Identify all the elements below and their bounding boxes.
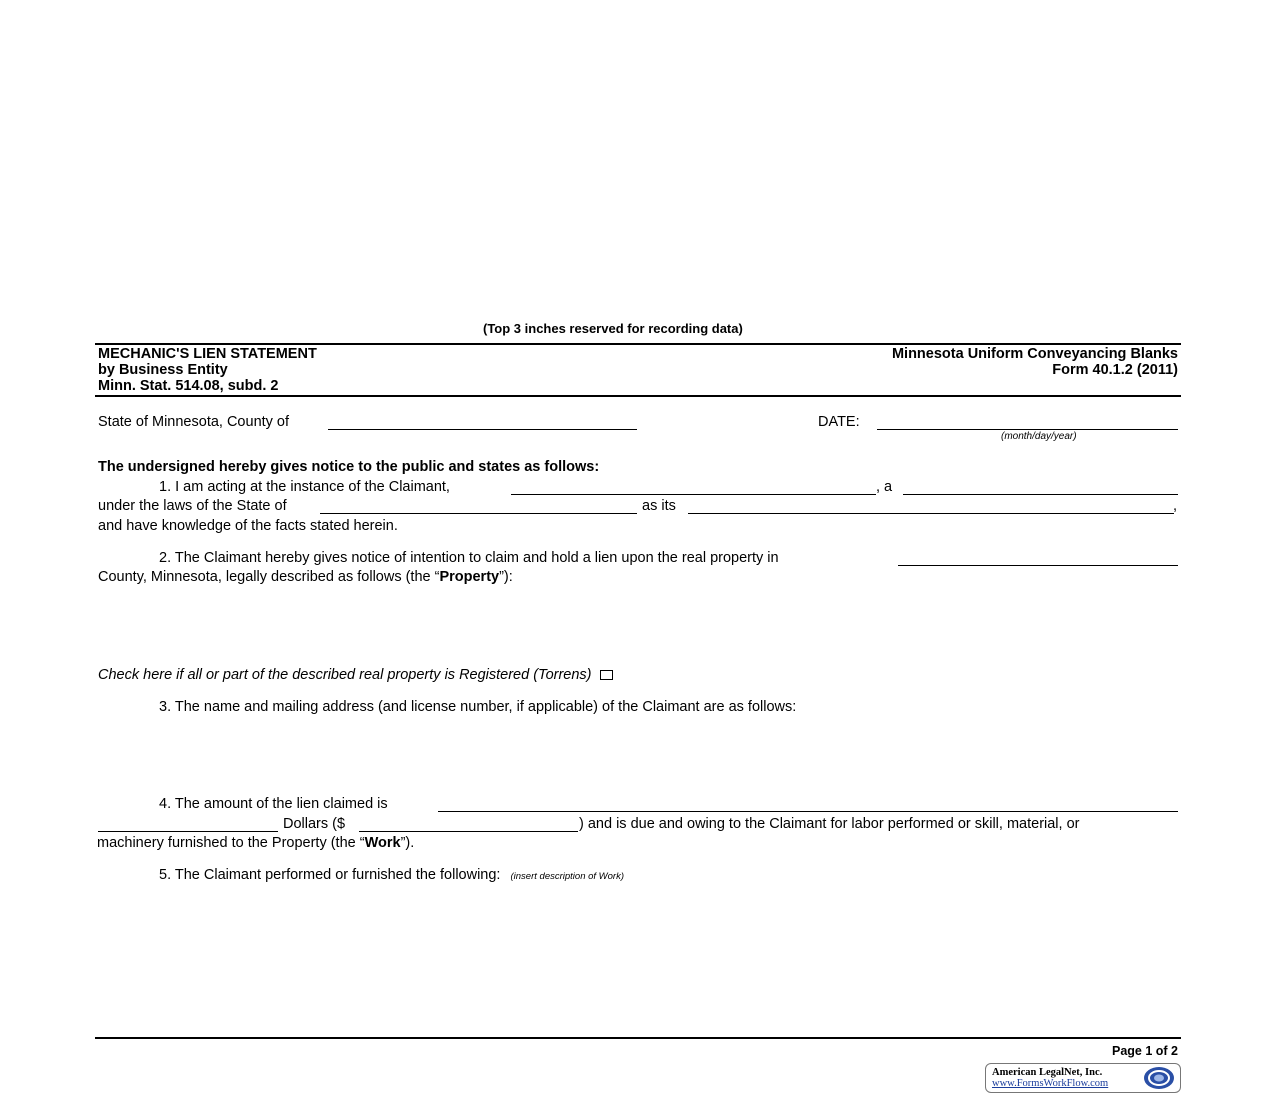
p4-machinery-text-2: ”). xyxy=(400,835,415,851)
p2-property-term: Property xyxy=(439,569,500,585)
signer-capacity-field[interactable] xyxy=(688,513,1174,514)
property-county-field[interactable] xyxy=(898,565,1178,566)
p5-hint: (insert description of Work) xyxy=(510,871,625,882)
footer-divider xyxy=(95,1037,1181,1039)
p3-claimant-address-text: 3. The name and mailing address (and license number, if applicable) of the Claimant are as follows: xyxy=(159,699,797,715)
form-statute: Minn. Stat. 514.08, subd. 2 xyxy=(98,378,279,394)
p4-lien-amount-label: 4. The amount of the lien claimed is xyxy=(159,796,388,812)
state-county-label: State of Minnesota, County of xyxy=(98,414,290,430)
form-number: Form 40.1.2 (2011) xyxy=(1052,362,1178,378)
form-title: MECHANIC'S LIEN STATEMENT xyxy=(98,346,317,362)
logo-company-name: American LegalNet, Inc. xyxy=(992,1067,1103,1078)
date-format-hint: (month/day/year) xyxy=(1001,431,1077,442)
p4-due-owing-text: ) and is due and owing to the Claimant for labor performed or skill, material, or xyxy=(579,816,1080,832)
top-divider xyxy=(95,343,1181,345)
p2-lien-notice-text: 2. The Claimant hereby gives notice of intention to claim and hold a lien upon the real property in xyxy=(159,550,779,566)
p5-label: 5. The Claimant performed or furnished the following: xyxy=(159,867,501,883)
date-field[interactable] xyxy=(877,429,1178,430)
intro-statement: The undersigned hereby gives notice to the public and states as follows: xyxy=(98,459,600,475)
american-legalnet-logo[interactable] xyxy=(985,1063,1181,1093)
globe-icon xyxy=(1142,1066,1176,1090)
form-subtitle: by Business Entity xyxy=(98,362,228,378)
p4-dollars-label: Dollars ($ xyxy=(283,816,346,832)
torrens-label: Check here if all or part of the described real property is Registered (Torrens) xyxy=(98,667,592,683)
county-field[interactable] xyxy=(328,429,637,430)
p1-knowledge-text: and have knowledge of the facts stated herein. xyxy=(98,518,398,534)
entity-type-field[interactable] xyxy=(903,494,1178,495)
p1-as-its-label: as its xyxy=(642,498,676,514)
state-of-organization-field[interactable] xyxy=(320,513,637,514)
header-divider xyxy=(95,395,1181,397)
torrens-check-row xyxy=(98,667,613,683)
lien-amount-words-field-cont[interactable] xyxy=(98,831,278,832)
torrens-checkbox[interactable] xyxy=(600,670,613,680)
date-label: DATE: xyxy=(818,414,860,430)
p2-legal-text-1: County, Minnesota, legally described as follows (the “ xyxy=(98,569,440,585)
p2-legal-text-2: ”): xyxy=(499,569,513,585)
claimant-name-field[interactable] xyxy=(511,494,876,495)
logo-website-link[interactable]: www.FormsWorkFlow.com xyxy=(992,1078,1109,1089)
p4-work-term: Work xyxy=(364,835,401,851)
page-number: Page 1 of 2 xyxy=(1112,1044,1178,1058)
recording-note: (Top 3 inches reserved for recording data) xyxy=(483,321,743,336)
p1-entity-label: , a xyxy=(876,479,893,495)
lien-amount-words-field[interactable] xyxy=(438,811,1178,812)
form-organization: Minnesota Uniform Conveyancing Blanks xyxy=(891,346,1178,362)
p4-machinery-text-1: machinery furnished to the Property (the “ xyxy=(97,835,365,851)
p1-state-laws-label: under the laws of the State of xyxy=(98,498,287,514)
p1-comma: , xyxy=(1173,498,1178,514)
p2-legal-description-label xyxy=(98,569,513,585)
p4-machinery-text xyxy=(97,835,414,851)
p1-claimant-label: 1. I am acting at the instance of the Claimant, xyxy=(159,479,450,495)
p5-performed-text xyxy=(159,867,624,883)
lien-amount-numeric-field[interactable] xyxy=(359,831,578,832)
